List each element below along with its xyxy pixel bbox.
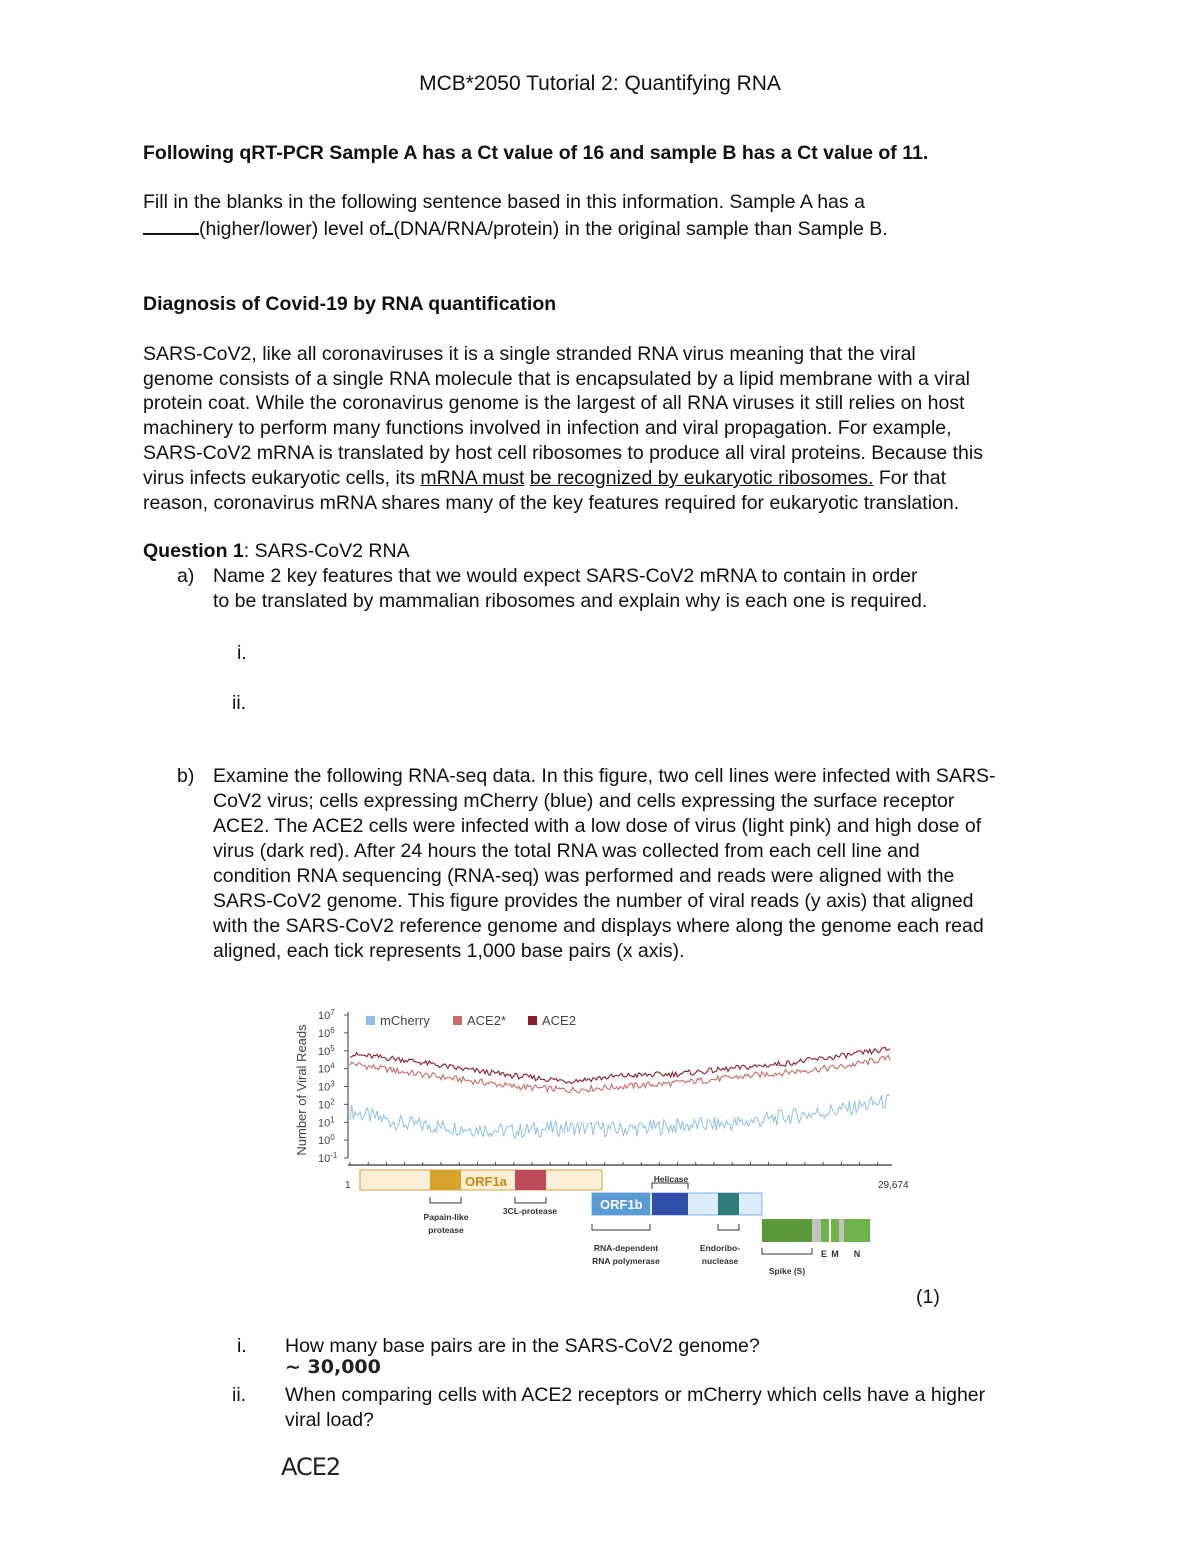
q1b-line: Examine the following RNA-seq data. In this figure, two cell lines were infected with SARS- bbox=[213, 765, 996, 787]
orf1b-label: ORF1b bbox=[600, 1197, 643, 1212]
n-label: N bbox=[853, 1249, 861, 1259]
legend-label-ace2-high: ACE2 bbox=[542, 1013, 576, 1028]
papain-label-2: protease bbox=[428, 1225, 464, 1235]
endoribonuclease-domain bbox=[718, 1193, 739, 1215]
q1a-answer-i[interactable]: i. bbox=[237, 642, 247, 664]
spike-label: Spike (S) bbox=[768, 1266, 806, 1276]
helicase-label: Helicase bbox=[653, 1174, 689, 1184]
legend-swatch-ace2-low bbox=[453, 1016, 462, 1025]
q1b-line: CoV2 virus; cells expressing mCherry (blue) and cells expressing the surface receptor bbox=[213, 790, 955, 812]
read-series bbox=[350, 1047, 890, 1138]
intro-heading: Following qRT-PCR Sample A has a Ct value of 16 and sample B has a Ct value of 11. bbox=[143, 142, 929, 164]
series-line-ace2 bbox=[350, 1047, 890, 1083]
marks-label: (1) bbox=[916, 1286, 940, 1308]
3cl-label: 3CL-protease bbox=[502, 1206, 558, 1216]
q1b-line: with the SARS-CoV2 reference genome and displays where along the genome each read bbox=[213, 915, 984, 937]
legend-label-mcherry: mCherry bbox=[380, 1013, 430, 1028]
paragraph-line: SARS-CoV2 mRNA is translated by host cell ribosomes to produce all viral proteins. Because this bbox=[143, 442, 983, 464]
q1b-marker: b) bbox=[177, 765, 195, 787]
paragraph-line: genome consists of a single RNA molecule that is encapsulated by a lipid membrane with a viral bbox=[143, 368, 971, 390]
series-line-ace2-low bbox=[350, 1055, 890, 1092]
q1b-ii-question-line: viral load? bbox=[285, 1409, 374, 1431]
endo-label-1: Endoribo- bbox=[699, 1243, 741, 1253]
e-domain bbox=[821, 1219, 829, 1242]
q1b-ii-question-line: When comparing cells with ACE2 receptors or mCherry which cells have a higher bbox=[285, 1384, 986, 1406]
y-tick-label: $10^3$ bbox=[318, 1079, 335, 1094]
rna-seq-figure bbox=[288, 1000, 928, 1290]
y-tick-label: $10^7$ bbox=[318, 1008, 335, 1022]
rdrp-label-2: RNA polymerase bbox=[592, 1256, 660, 1266]
question-title: : SARS-CoV2 RNA bbox=[243, 540, 410, 562]
blank-higher-lower[interactable] bbox=[143, 215, 199, 235]
spike-bracket bbox=[762, 1248, 812, 1254]
paragraph-text: virus infects eukaryotic cells, its bbox=[143, 467, 421, 489]
3cl-protease-domain bbox=[515, 1170, 546, 1190]
question-1-heading bbox=[143, 539, 410, 564]
m-label: M bbox=[831, 1249, 839, 1259]
paragraph-text: For that bbox=[873, 467, 947, 489]
q1a-answer-ii[interactable]: ii. bbox=[232, 692, 247, 714]
q1a-line: to be translated by mammalian ribosomes and explain why is each one is required. bbox=[213, 590, 928, 612]
intro-line-1: Fill in the blanks in the following sentence based in this information. Sample A has a bbox=[143, 191, 865, 213]
q1b-line: ACE2. The ACE2 cells were infected with a low dose of virus (light pink) and high dose of bbox=[213, 815, 982, 837]
paragraph-line: SARS-CoV2, like all coronaviruses it is a single stranded RNA virus meaning that the viral bbox=[143, 343, 916, 365]
q1b-ii-marker: ii. bbox=[232, 1384, 247, 1406]
q1b-line: condition RNA sequencing (RNA-seq) was performed and reads were aligned with the bbox=[213, 865, 955, 887]
q1a-line: Name 2 key features that we would expect SARS-CoV2 mRNA to contain in order bbox=[213, 565, 918, 587]
helicase-domain bbox=[652, 1193, 688, 1215]
e-label: E bbox=[820, 1249, 828, 1259]
underlined-text: mRNA must bbox=[420, 467, 525, 489]
q1b-i-answer[interactable]: ~ 30,000 bbox=[285, 1356, 381, 1378]
y-tick-label: $10^5$ bbox=[318, 1043, 335, 1058]
y-tick-label: $10^4$ bbox=[318, 1061, 335, 1076]
genome-start-label: 1 bbox=[345, 1180, 351, 1191]
q1b-line: SARS-CoV2 genome. This figure provides the number of viral reads (y axis) that aligned bbox=[213, 890, 974, 912]
paragraph-line-6 bbox=[143, 466, 946, 491]
endo-bracket bbox=[718, 1224, 739, 1230]
y-tick-label: $10^1$ bbox=[318, 1115, 335, 1130]
q1a-marker: a) bbox=[177, 565, 195, 587]
n-domain bbox=[844, 1219, 870, 1242]
q1b-ii-answer[interactable]: ACE2 bbox=[281, 1453, 341, 1481]
rdrp-label-1: RNA-dependent bbox=[593, 1243, 659, 1253]
orf1a-label: ORF1a bbox=[465, 1174, 507, 1189]
rdrp-bracket bbox=[592, 1224, 650, 1230]
orf3-domain bbox=[812, 1219, 821, 1242]
q1b-line: virus (dark red). After 24 hours the total RNA was collected from each cell line and bbox=[213, 840, 920, 862]
intro-line-2 bbox=[143, 215, 888, 242]
paragraph-line: machinery to perform many functions involved in infection and viral propagation. For example, bbox=[143, 417, 952, 439]
q1b-i-marker: i. bbox=[237, 1335, 247, 1357]
y-ticks bbox=[318, 1008, 348, 1165]
orf-accessory-domain bbox=[839, 1219, 844, 1242]
question-label: Question 1 bbox=[143, 540, 244, 562]
papain-like-domain bbox=[430, 1170, 461, 1190]
q1b-line: aligned, each tick represents 1,000 base pairs (x axis). bbox=[213, 940, 685, 962]
document-title: MCB*2050 Tutorial 2: Quantifying RNA bbox=[419, 72, 781, 95]
legend-swatch-ace2-high bbox=[528, 1016, 537, 1025]
y-tick-label: $10^2$ bbox=[318, 1097, 335, 1112]
y-tick-label: $10^0$ bbox=[318, 1133, 335, 1148]
series-line-mcherry bbox=[350, 1094, 890, 1138]
paragraph-line: reason, coronavirus mRNA shares many of the key features required for eukaryotic translation. bbox=[143, 492, 960, 514]
intro-line-2b: (DNA/RNA/protein) in the original sample than Sample B. bbox=[393, 218, 888, 240]
y-tick-label: $10^{-1}$ bbox=[318, 1151, 338, 1165]
legend-swatch-mcherry bbox=[366, 1016, 375, 1025]
intro-line-2a: (higher/lower) level of bbox=[199, 218, 386, 240]
q1b-i-question: How many base pairs are in the SARS-CoV2 genome? bbox=[285, 1335, 760, 1357]
y-tick-label: $10^6$ bbox=[318, 1025, 335, 1040]
underlined-text: be recognized by eukaryotic ribosomes. bbox=[529, 467, 874, 489]
endo-label-2: nuclease bbox=[701, 1256, 739, 1266]
legend bbox=[366, 1013, 576, 1028]
legend-label-ace2-low: ACE2* bbox=[467, 1013, 507, 1028]
spike-domain bbox=[762, 1219, 812, 1242]
y-axis-label: Number of Viral Reads bbox=[294, 1024, 309, 1156]
papain-label-1: Papain-like bbox=[423, 1212, 469, 1222]
section-heading: Diagnosis of Covid-19 by RNA quantification bbox=[143, 293, 557, 315]
papain-bracket bbox=[430, 1197, 461, 1203]
m-domain bbox=[831, 1219, 839, 1242]
paragraph-line: protein coat. While the coronavirus genome is the largest of all RNA viruses it still relies on host bbox=[143, 392, 965, 414]
3cl-bracket bbox=[515, 1197, 546, 1203]
genome-end-label: 29,674 bbox=[878, 1180, 909, 1191]
